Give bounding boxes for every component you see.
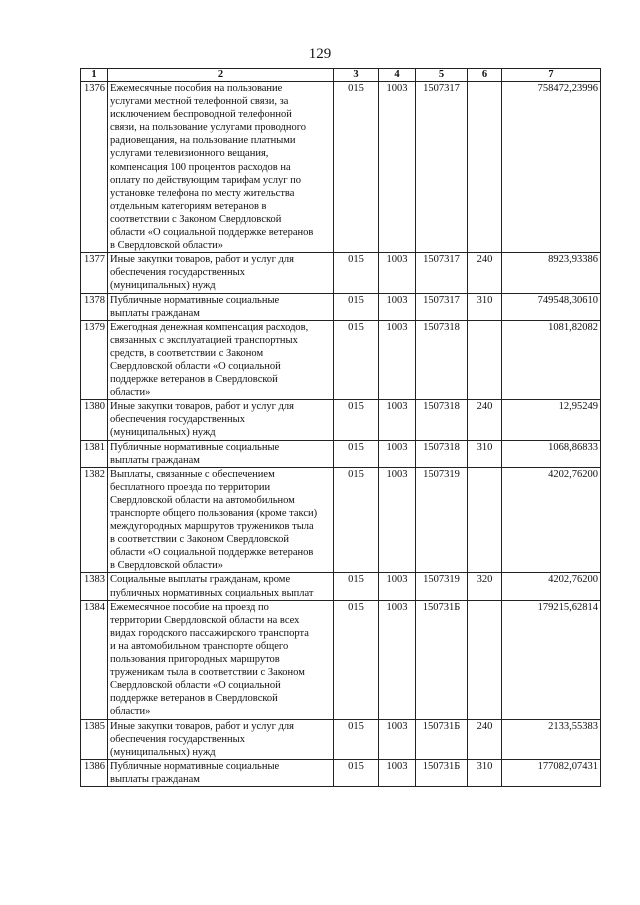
col-header: 3 bbox=[334, 69, 379, 82]
expense-type-cell: 240 bbox=[468, 719, 502, 759]
expense-type-cell: 240 bbox=[468, 400, 502, 440]
target-code-cell: 1507318 bbox=[416, 400, 468, 440]
admin-code-cell: 015 bbox=[334, 293, 379, 320]
amount-cell: 758472,23996 bbox=[502, 82, 601, 253]
description-line: оплату по действующим тарифам услуг по bbox=[110, 174, 302, 186]
section-code-cell: 1003 bbox=[379, 440, 416, 467]
budget-table bbox=[80, 68, 601, 787]
amount-cell: 179215,62814 bbox=[502, 600, 601, 719]
admin-code-cell: 015 bbox=[334, 320, 379, 400]
description-line: в соответствии с Законом Свердловской bbox=[110, 534, 289, 546]
description-line: поддержке ветеранов в Свердловской bbox=[110, 693, 278, 705]
col-header: 5 bbox=[416, 69, 468, 82]
section-code-cell: 1003 bbox=[379, 82, 416, 253]
description-line: Свердловской области «О социальной bbox=[110, 360, 281, 372]
admin-code-cell: 015 bbox=[334, 82, 379, 253]
description-line: в Свердловской области» bbox=[110, 560, 224, 572]
description-line: области» bbox=[110, 387, 151, 399]
admin-code-cell: 015 bbox=[334, 467, 379, 573]
description-line: обеспечения государственных bbox=[110, 267, 245, 279]
expense-type-cell: 240 bbox=[468, 253, 502, 293]
description-line: междугородных маршрутов тружеников тыла bbox=[110, 521, 314, 533]
description-line: (муниципальных) нужд bbox=[110, 746, 216, 758]
admin-code-cell: 015 bbox=[334, 600, 379, 719]
description-line: труженикам тыла в соответствии с Законом bbox=[110, 667, 305, 679]
target-code-cell: 1507319 bbox=[416, 573, 468, 600]
table-row bbox=[81, 400, 601, 440]
target-code-cell: 150731Б bbox=[416, 759, 468, 786]
description-line: соответствии с Законом Свердловской bbox=[110, 213, 282, 225]
description-line: Ежемесячное пособие на проезд по bbox=[110, 601, 269, 613]
admin-code-cell: 015 bbox=[334, 253, 379, 293]
description-line: Публичные нормативные социальные bbox=[110, 760, 280, 772]
expense-type-cell bbox=[468, 600, 502, 719]
table-row bbox=[81, 600, 601, 719]
row-number-cell: 1379 bbox=[81, 320, 108, 400]
col-header: 1 bbox=[81, 69, 108, 82]
amount-cell: 4202,76200 bbox=[502, 467, 601, 573]
description-line: области «О социальной поддержке ветеранов bbox=[110, 227, 314, 239]
section-code-cell: 1003 bbox=[379, 573, 416, 600]
row-number-cell: 1378 bbox=[81, 293, 108, 320]
description-line: Публичные нормативные социальные bbox=[110, 294, 280, 306]
description-line: (муниципальных) нужд bbox=[110, 427, 216, 439]
expense-type-cell bbox=[468, 320, 502, 400]
description-line: территории Свердловской области на всех bbox=[110, 614, 300, 626]
description-line: поддержке ветеранов в Свердловской bbox=[110, 374, 278, 386]
description-line: радиовещания, на пользование платными bbox=[110, 135, 296, 147]
target-code-cell: 1507319 bbox=[416, 467, 468, 573]
description-line: установке телефона по месту жительства bbox=[110, 187, 295, 199]
admin-code-cell: 015 bbox=[334, 759, 379, 786]
section-code-cell: 1003 bbox=[379, 467, 416, 573]
description-line: области «О социальной поддержке ветеранов bbox=[110, 547, 314, 559]
description-cell bbox=[108, 400, 334, 440]
row-number-cell: 1383 bbox=[81, 573, 108, 600]
col-header: 6 bbox=[468, 69, 502, 82]
description-line: транспорте общего пользования (кроме такси) bbox=[110, 508, 318, 519]
description-line: Ежемесячные пособия на пользование bbox=[110, 83, 283, 94]
amount-cell: 4202,76200 bbox=[502, 573, 601, 600]
expense-type-cell: 310 bbox=[468, 759, 502, 786]
row-number-cell: 1381 bbox=[81, 440, 108, 467]
description-line: Социальные выплаты гражданам, кроме bbox=[110, 574, 291, 586]
section-code-cell: 1003 bbox=[379, 320, 416, 400]
description-line: и на автомобильном транспорте общего bbox=[110, 640, 289, 652]
amount-cell: 12,95249 bbox=[502, 400, 601, 440]
section-code-cell: 1003 bbox=[379, 759, 416, 786]
description-cell bbox=[108, 573, 334, 600]
description-line: обеспечения государственных bbox=[110, 733, 245, 745]
table-row bbox=[81, 467, 601, 573]
amount-cell: 1068,86833 bbox=[502, 440, 601, 467]
col-header: 2 bbox=[108, 69, 334, 82]
description-line: (муниципальных) нужд bbox=[110, 280, 216, 292]
amount-cell: 749548,30610 bbox=[502, 293, 601, 320]
target-code-cell: 1507317 bbox=[416, 253, 468, 293]
target-code-cell: 1507318 bbox=[416, 440, 468, 467]
description-line: Иные закупки товаров, работ и услуг для bbox=[110, 401, 294, 413]
section-code-cell: 1003 bbox=[379, 400, 416, 440]
table-row bbox=[81, 440, 601, 467]
amount-cell: 177082,07431 bbox=[502, 759, 601, 786]
description-line: видах городского пассажирского транспорта bbox=[110, 627, 309, 639]
admin-code-cell: 015 bbox=[334, 719, 379, 759]
section-code-cell: 1003 bbox=[379, 293, 416, 320]
expense-type-cell bbox=[468, 467, 502, 573]
target-code-cell: 1507318 bbox=[416, 320, 468, 400]
row-number-cell: 1380 bbox=[81, 400, 108, 440]
admin-code-cell: 015 bbox=[334, 440, 379, 467]
description-line: бесплатного проезда по территории bbox=[110, 481, 271, 493]
expense-type-cell: 310 bbox=[468, 293, 502, 320]
description-line: в Свердловской области» bbox=[110, 240, 224, 252]
expense-type-cell: 310 bbox=[468, 440, 502, 467]
row-number-cell: 1376 bbox=[81, 82, 108, 253]
table-row bbox=[81, 573, 601, 600]
description-cell bbox=[108, 600, 334, 719]
description-line: Публичные нормативные социальные bbox=[110, 441, 280, 453]
description-cell bbox=[108, 467, 334, 573]
expense-type-cell bbox=[468, 82, 502, 253]
description-line: публичных нормативных социальных выплат bbox=[110, 587, 314, 599]
description-line: обеспечения государственных bbox=[110, 414, 245, 426]
table-row bbox=[81, 719, 601, 759]
description-line: Свердловской области на автомобильном bbox=[110, 494, 295, 506]
description-line: связанных с эксплуатацией транспортных bbox=[110, 334, 298, 346]
description-line: отдельным категориям ветеранов в bbox=[110, 200, 267, 212]
row-number-cell: 1386 bbox=[81, 759, 108, 786]
table-row bbox=[81, 320, 601, 400]
description-line: пользования пригородных маршрутов bbox=[110, 654, 280, 666]
amount-cell: 2133,55383 bbox=[502, 719, 601, 759]
description-line: Иные закупки товаров, работ и услуг для bbox=[110, 720, 294, 732]
target-code-cell: 1507317 bbox=[416, 82, 468, 253]
target-code-cell: 1507317 bbox=[416, 293, 468, 320]
expense-type-cell: 320 bbox=[468, 573, 502, 600]
description-cell bbox=[108, 82, 334, 253]
description-line: Ежегодная денежная компенсация расходов, bbox=[110, 321, 309, 333]
amount-cell: 1081,82082 bbox=[502, 320, 601, 400]
row-number-cell: 1382 bbox=[81, 467, 108, 573]
section-code-cell: 1003 bbox=[379, 253, 416, 293]
description-line: Иные закупки товаров, работ и услуг для bbox=[110, 254, 294, 266]
description-line: выплаты гражданам bbox=[110, 773, 200, 785]
description-cell bbox=[108, 253, 334, 293]
row-number-cell: 1385 bbox=[81, 719, 108, 759]
row-number-cell: 1384 bbox=[81, 600, 108, 719]
target-code-cell: 150731Б bbox=[416, 719, 468, 759]
description-cell bbox=[108, 320, 334, 400]
table-row bbox=[81, 253, 601, 293]
section-code-cell: 1003 bbox=[379, 600, 416, 719]
admin-code-cell: 015 bbox=[334, 573, 379, 600]
description-line: услугами местной телефонной связи, за bbox=[110, 96, 289, 108]
page-number: 129 bbox=[308, 46, 332, 62]
description-line: выплаты гражданам bbox=[110, 307, 200, 319]
col-header: 4 bbox=[379, 69, 416, 82]
description-line: услугами телевизионного вещания, bbox=[110, 148, 269, 160]
admin-code-cell: 015 bbox=[334, 400, 379, 440]
description-line: исключением беспроводной телефонной bbox=[110, 109, 292, 121]
amount-cell: 8923,93386 bbox=[502, 253, 601, 293]
target-code-cell: 150731Б bbox=[416, 600, 468, 719]
table-row bbox=[81, 82, 601, 253]
row-number-cell: 1377 bbox=[81, 253, 108, 293]
description-line: компенсация 100 процентов расходов на bbox=[110, 161, 291, 173]
section-code-cell: 1003 bbox=[379, 719, 416, 759]
description-line: выплаты гражданам bbox=[110, 454, 200, 466]
header-row bbox=[81, 69, 601, 82]
description-cell bbox=[108, 759, 334, 786]
description-line: Свердловской области «О социальной bbox=[110, 680, 281, 692]
table-row bbox=[81, 759, 601, 786]
col-header: 7 bbox=[502, 69, 601, 82]
description-line: связи, на пользование услугами проводного bbox=[110, 122, 307, 134]
description-cell bbox=[108, 719, 334, 759]
description-line: области» bbox=[110, 706, 151, 718]
description-line: средств, в соответствии с Законом bbox=[110, 347, 264, 359]
description-cell bbox=[108, 440, 334, 467]
description-cell bbox=[108, 293, 334, 320]
description-line: Выплаты, связанные с обеспечением bbox=[110, 468, 275, 480]
table-row bbox=[81, 293, 601, 320]
